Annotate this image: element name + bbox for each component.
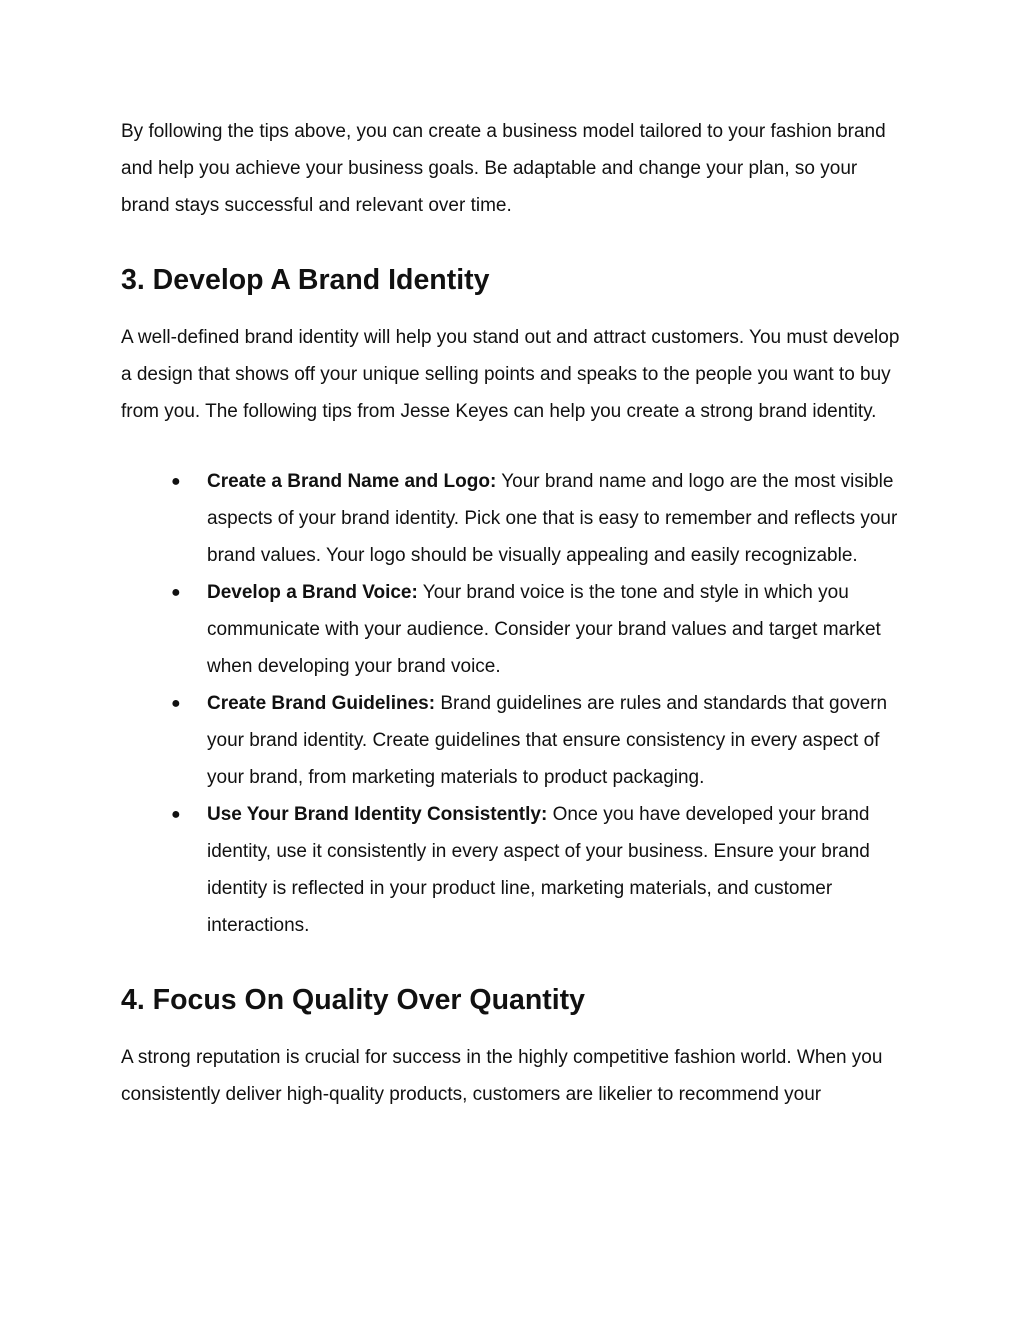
tip-text: Your brand name and logo are the most visible aspects of your brand identity. Pick one that is easy to remember and reflects your brand values. Your logo should be visually appealing and easily recognizable. — [207, 471, 898, 566]
list-item — [171, 796, 911, 944]
section-4-heading: 4. Focus On Quality Over Quantity — [121, 984, 586, 1016]
list-item — [171, 685, 911, 796]
section-3-paragraph: A well-defined brand identity will help you stand out and attract customers. You must develop a design that shows off your unique selling points and speaks to the people you want to buy from you. The following tips from Jesse Keyes can help you create a strong brand identity. — [121, 327, 900, 422]
list-item — [171, 463, 911, 574]
tip-title: Develop a Brand Voice: — [207, 582, 418, 603]
bullet-icon: ● — [171, 695, 181, 712]
bullet-icon: ● — [171, 806, 181, 823]
tip-text: Once you have developed your brand identity, use it consistently in every aspect of your business. Ensure your brand identity is reflected in your product line, marketing materials, and customer interactions. — [207, 804, 870, 936]
bullet-icon: ● — [171, 584, 181, 601]
tip-title: Create a Brand Name and Logo: — [207, 471, 497, 492]
tip-text: Your brand voice is the tone and style in which you communicate with your audience. Consider your brand values and target market when developing your brand voice. — [207, 582, 881, 677]
list-item — [171, 574, 911, 685]
section-3-heading: 3. Develop A Brand Identity — [121, 264, 490, 296]
tip-title: Use Your Brand Identity Consistently: — [207, 804, 548, 825]
tip-title: Create Brand Guidelines: — [207, 693, 436, 714]
bullet-icon: ● — [171, 473, 181, 490]
document-page — [121, 113, 911, 1113]
brand-identity-tips-list — [121, 463, 911, 944]
section-4-paragraph: A strong reputation is crucial for success in the highly competitive fashion world. When you consistently deliver high-quality products, customers are likelier to recommend your — [121, 1047, 883, 1105]
intro-paragraph: By following the tips above, you can create a business model tailored to your fashion brand and help you achieve your business goals. Be adaptable and change your plan, so your brand stays successful and relevant over time. — [121, 121, 886, 216]
tip-text: Brand guidelines are rules and standards that govern your brand identity. Create guidelines that ensure consistency in every aspect of your brand, from marketing materials to product packaging. — [207, 693, 888, 788]
